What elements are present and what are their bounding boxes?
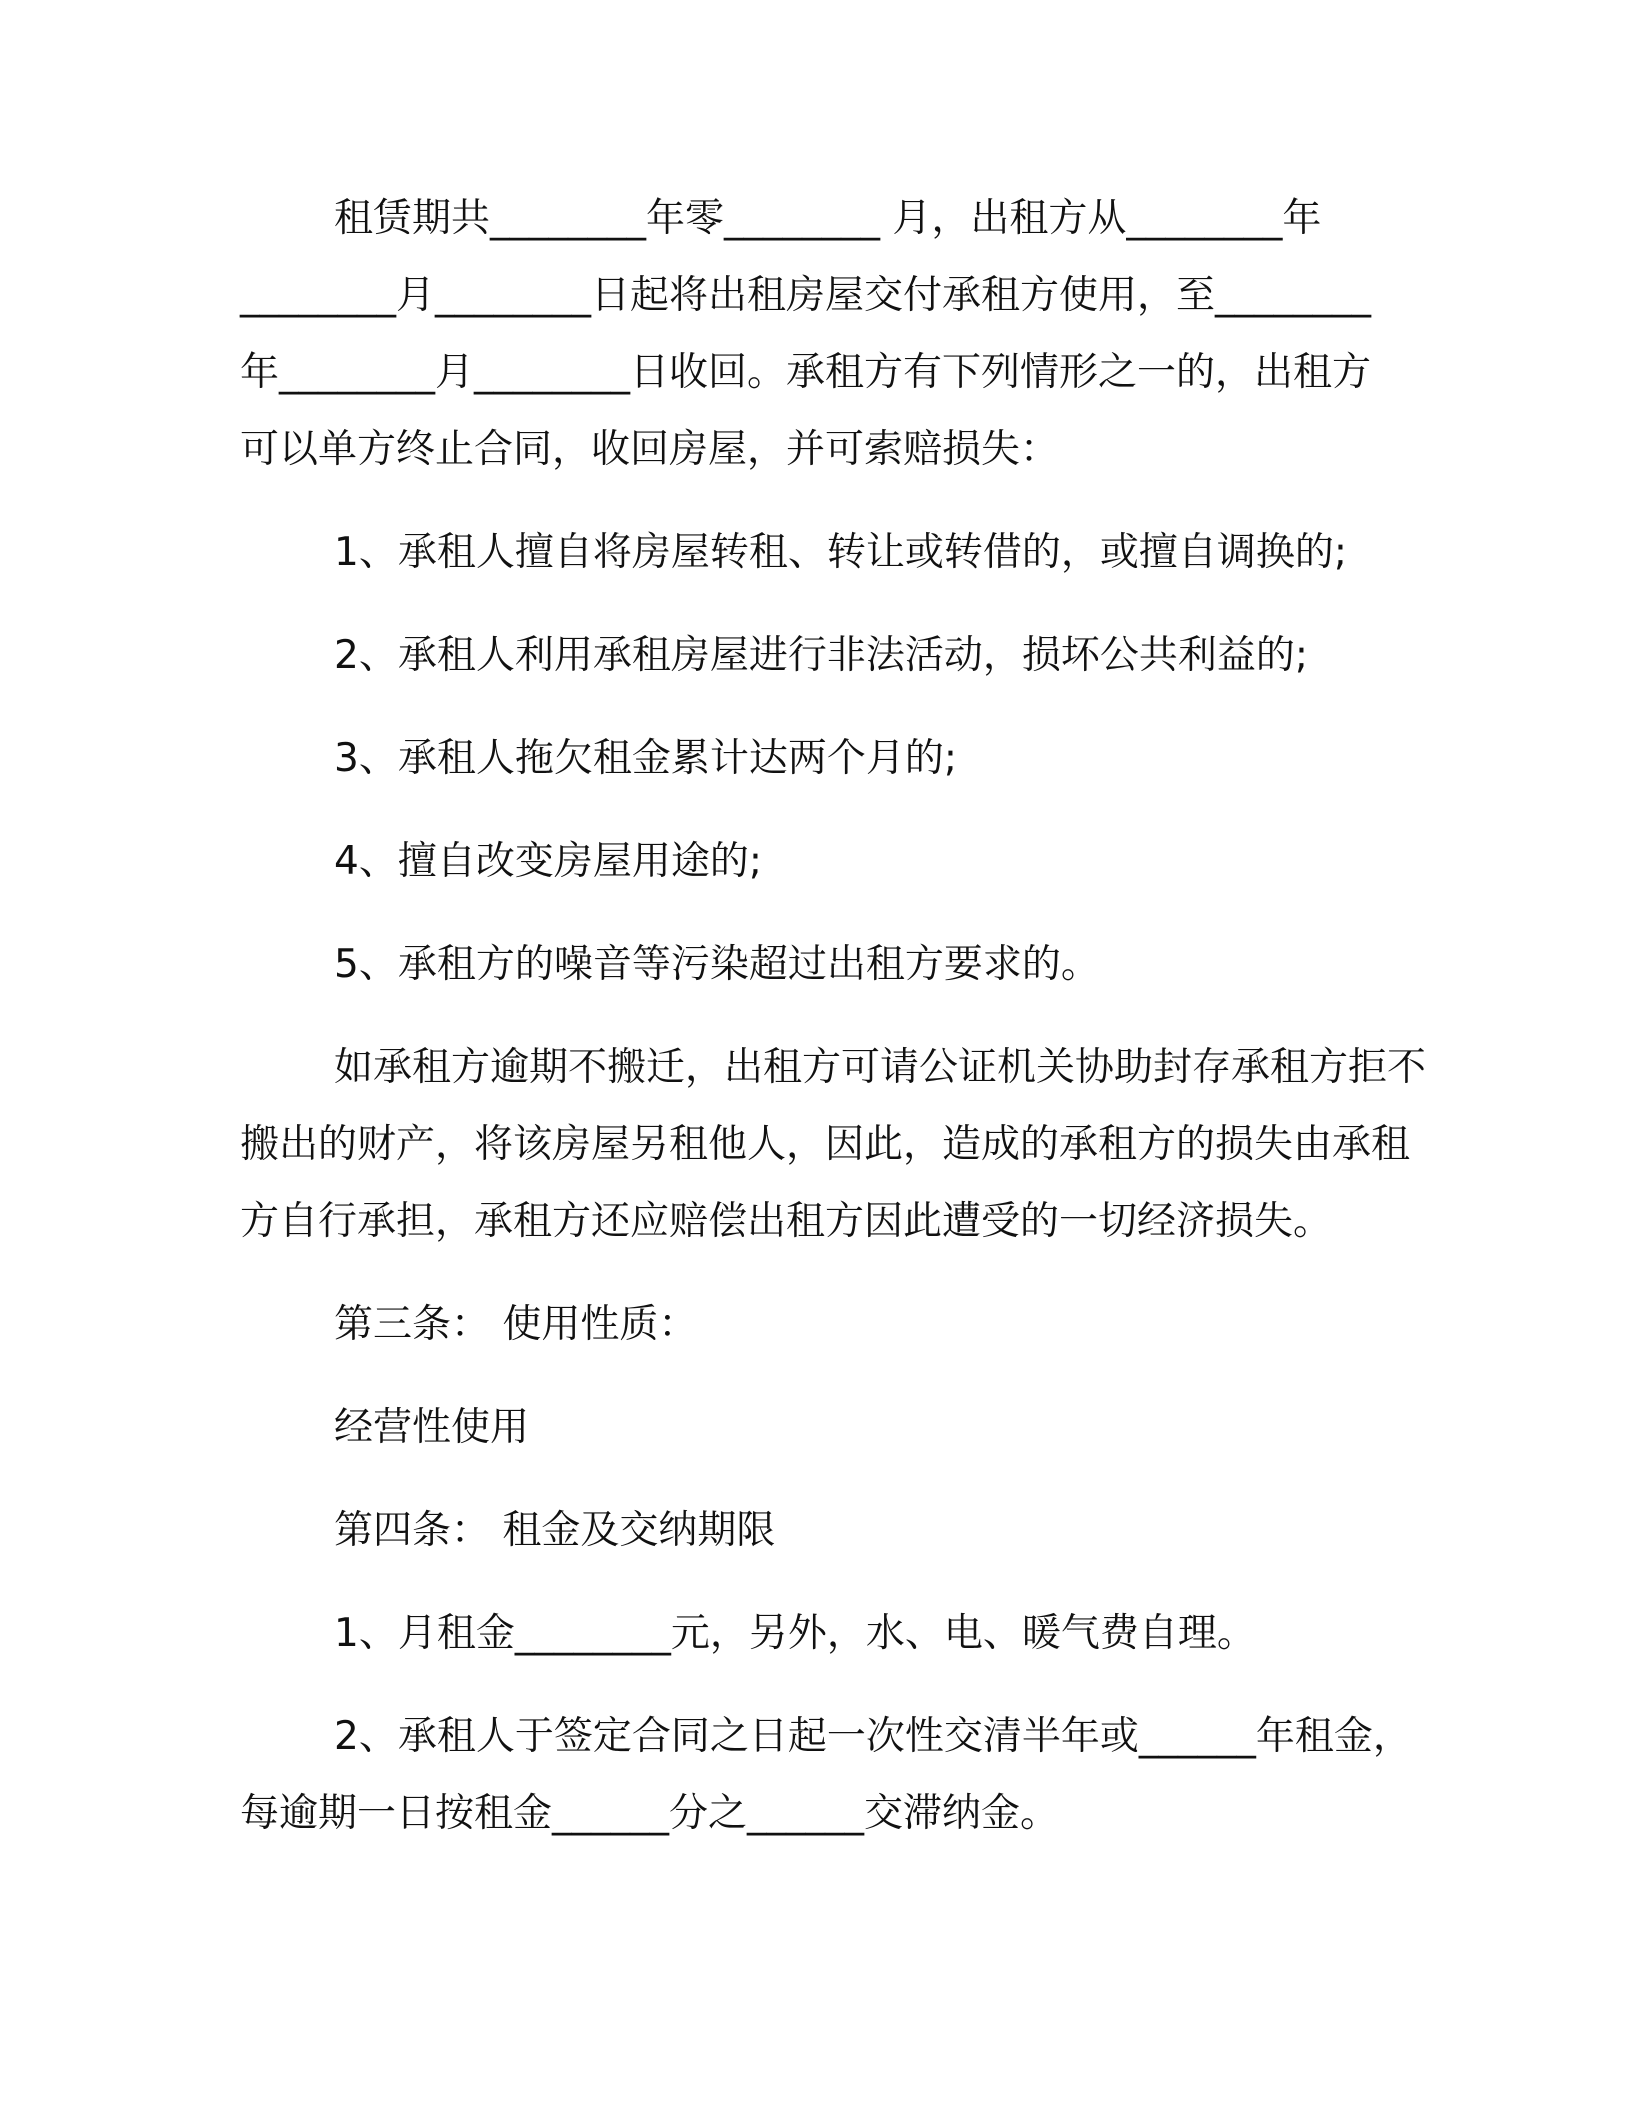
termination-item-2: 2、承租人利用承租房屋进行非法活动，损坏公共利益的; [334, 633, 1308, 678]
eviction-paragraph [240, 1029, 1427, 1260]
rent-item-2-line-2: 每逾期一日按租金______分之______交滞纳金。 [240, 1791, 1060, 1836]
lease-term-line-2: ________月________日起将出租房屋交付承租方使用，至________ [240, 273, 1372, 318]
termination-item-5: 5、承租方的噪音等污染超过出租方要求的。 [334, 942, 1100, 987]
eviction-line-1: 如承租方逾期不搬迁，出租方可请公证机关协助封存承租方拒不 [334, 1045, 1427, 1090]
termination-item-3: 3、承租人拖欠租金累计达两个月的; [334, 736, 957, 781]
eviction-line-2: 搬出的财产，将该房屋另租他人，因此，造成的承租方的损失由承租 [240, 1122, 1411, 1167]
rent-item-2-paragraph [240, 1698, 1412, 1852]
article-4-heading: 第四条： 租金及交纳期限 [334, 1508, 776, 1553]
rent-item-2-line-1: 2、承租人于签定合同之日起一次性交清半年或______年租金， [334, 1714, 1412, 1759]
lease-term-line-3: 年________月________日收回。承租方有下列情形之一的，出租方 [240, 350, 1372, 395]
article-3-body: 经营性使用 [334, 1405, 530, 1450]
eviction-line-3: 方自行承担，承租方还应赔偿出租方因此遭受的一切经济损失。 [240, 1199, 1333, 1244]
lease-term-paragraph [240, 180, 1380, 488]
termination-item-1: 1、承租人擅自将房屋转租、转让或转借的，或擅自调换的; [334, 530, 1347, 575]
termination-item-4: 4、擅自改变房屋用途的; [334, 839, 762, 884]
document-page [240, 180, 1427, 1878]
article-3-heading: 第三条： 使用性质： [334, 1302, 698, 1347]
lease-term-line-1: 租赁期共________年零________ 月，出租方从________年 [334, 196, 1322, 241]
lease-term-line-4: 可以单方终止合同，收回房屋，并可索赔损失： [240, 427, 1060, 472]
rent-item-1: 1、月租金________元，另外，水、电、暖气费自理。 [334, 1611, 1256, 1656]
